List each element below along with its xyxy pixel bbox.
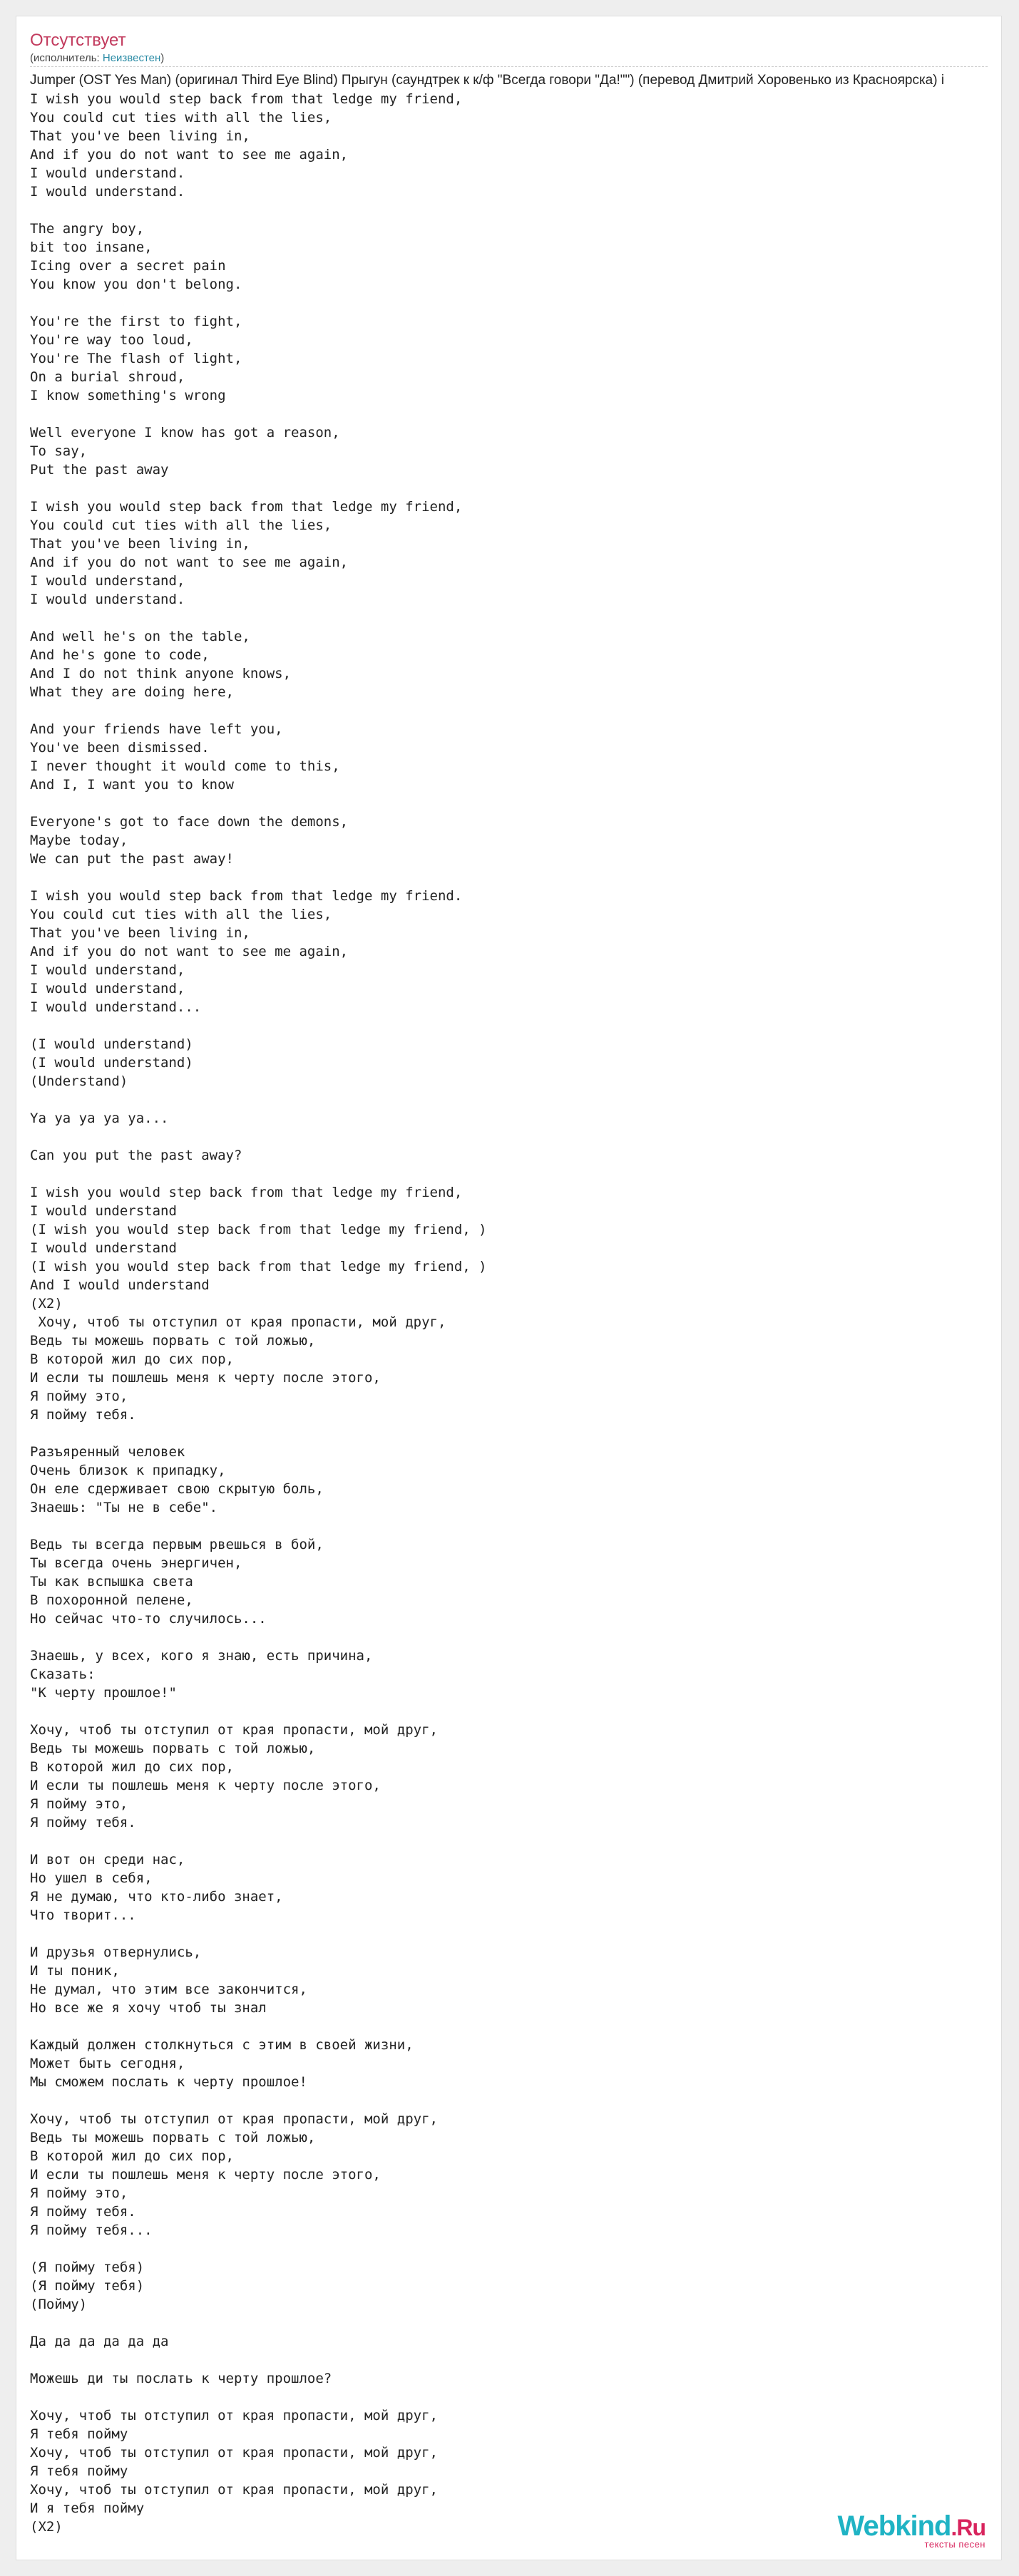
performer-line <box>30 52 988 67</box>
performer-link[interactable]: Неизвестен <box>102 52 161 64</box>
lyrics-text: I wish you would step back from that ledge my friend, You could cut ties with all the lies, That you've been living in, And if you do not want to see me again, I would understand. I would understand. The angry boy, bit too insane, Icing over a secret pain You know you don't belong. You're the first to fight, You're way too loud, You're The flash of light, On a burial shroud, I know something's wrong Well everyone I know has got a reason, To say, Put the past away I wish you would step back from that ledge my friend, You could cut ties with all the lies, That you've been living in, And if you do not want to see me again, I would understand, I would understand. And well he's on the table, And he's gone to code, And I do not think anyone knows, What they are doing here, And your friends have left you, You've been dismissed. I never thought it would come to this, And I, I want you to know Everyone's got to face down the demons, Maybe today, We can put the past away! I wish you would step back from that ledge my friend. You could cut ties with all the lies, That you've been living in, And if you do not want to see me again, I would understand, I would understand, I would understand... (I would understand) (I would understand) (Understand) Ya ya ya ya ya... Can you put the past away? I wish you would step back from that ledge my friend, I would understand (I wish you would step back from that ledge my friend, ) I would understand (I wish you would step back from that ledge my friend, ) And I would understand (X2) Хочу, чтоб ты отступил от края пропасти, мой друг, Ведь ты можешь порвать с той ложью, В которой жил до сих пор, И если ты пошлешь меня к черту после этого, Я пойму это, Я пойму тебя. Разъяренный человек Очень близок к припадку, Он еле сдерживает свою скрытую боль, Знаешь: "Ты не в себе". Ведь ты всегда первым рвешься в бой, Ты всегда очень энергичен, Ты как вспышка света В похоронной пелене, Но сейчас что-то случилось... Знаешь, у всех, кого я знаю, есть причина, Сказать: "К черту прошлое!" Хочу, чтоб ты отступил от края пропасти, мой друг, Ведь ты можешь порвать с той ложью, В которой жил до сих пор, И если ты пошлешь меня к черту после этого, Я пойму это, Я пойму тебя. И вот он среди нас, Но ушел в себя, Я не думаю, что кто-либо знает, Что творит... И друзья отвернулись, И ты поник, Не думал, что этим все закончится, Но все же я хочу чтоб ты знал Каждый должен столкнуться с этим в своей жизни, Может быть сегодня, Мы сможем послать к черту прошлое! Хочу, чтоб ты отступил от края пропасти, мой друг, Ведь ты можешь порвать с той ложью, В которой жил до сих пор, И если ты пошлешь меня к черту после этого, Я пойму это, Я пойму тебя. Я пойму тебя... (Я пойму тебя) (Я пойму тебя) (Пойму) Да да да да да да Можешь ди ты послать к черту прошлое? Хочу, чтоб ты отступил от края пропасти, мой друг, Я тебя пойму Хочу, чтоб ты отступил от края пропасти, мой друг, Я тебя пойму Хочу, чтоб ты отступил от края пропасти, мой друг, И я тебя пойму (X2) <box>30 91 487 2535</box>
page-title: Отсутствует <box>30 31 126 50</box>
brand-tld: .Ru <box>951 2515 985 2540</box>
webkind-logo[interactable] <box>838 2512 985 2550</box>
lyrics-content <box>30 29 988 2536</box>
performer-close: ) <box>160 52 165 64</box>
brand-name: Webkind <box>837 2510 951 2542</box>
performer-label: (исполнитель: <box>30 52 103 64</box>
brand-wordmark <box>838 2512 985 2542</box>
lyrics-card <box>16 16 1002 2560</box>
song-header: Jumper (OST Yes Man) (оригинал Third Eye Blind) Прыгун (саундтрек к к/ф "Всегда говори "Да!"") (перевод Дмитрий Хоровенько из Красноярска) i <box>30 73 945 88</box>
brand-subtitle: тексты песен <box>924 2539 985 2550</box>
